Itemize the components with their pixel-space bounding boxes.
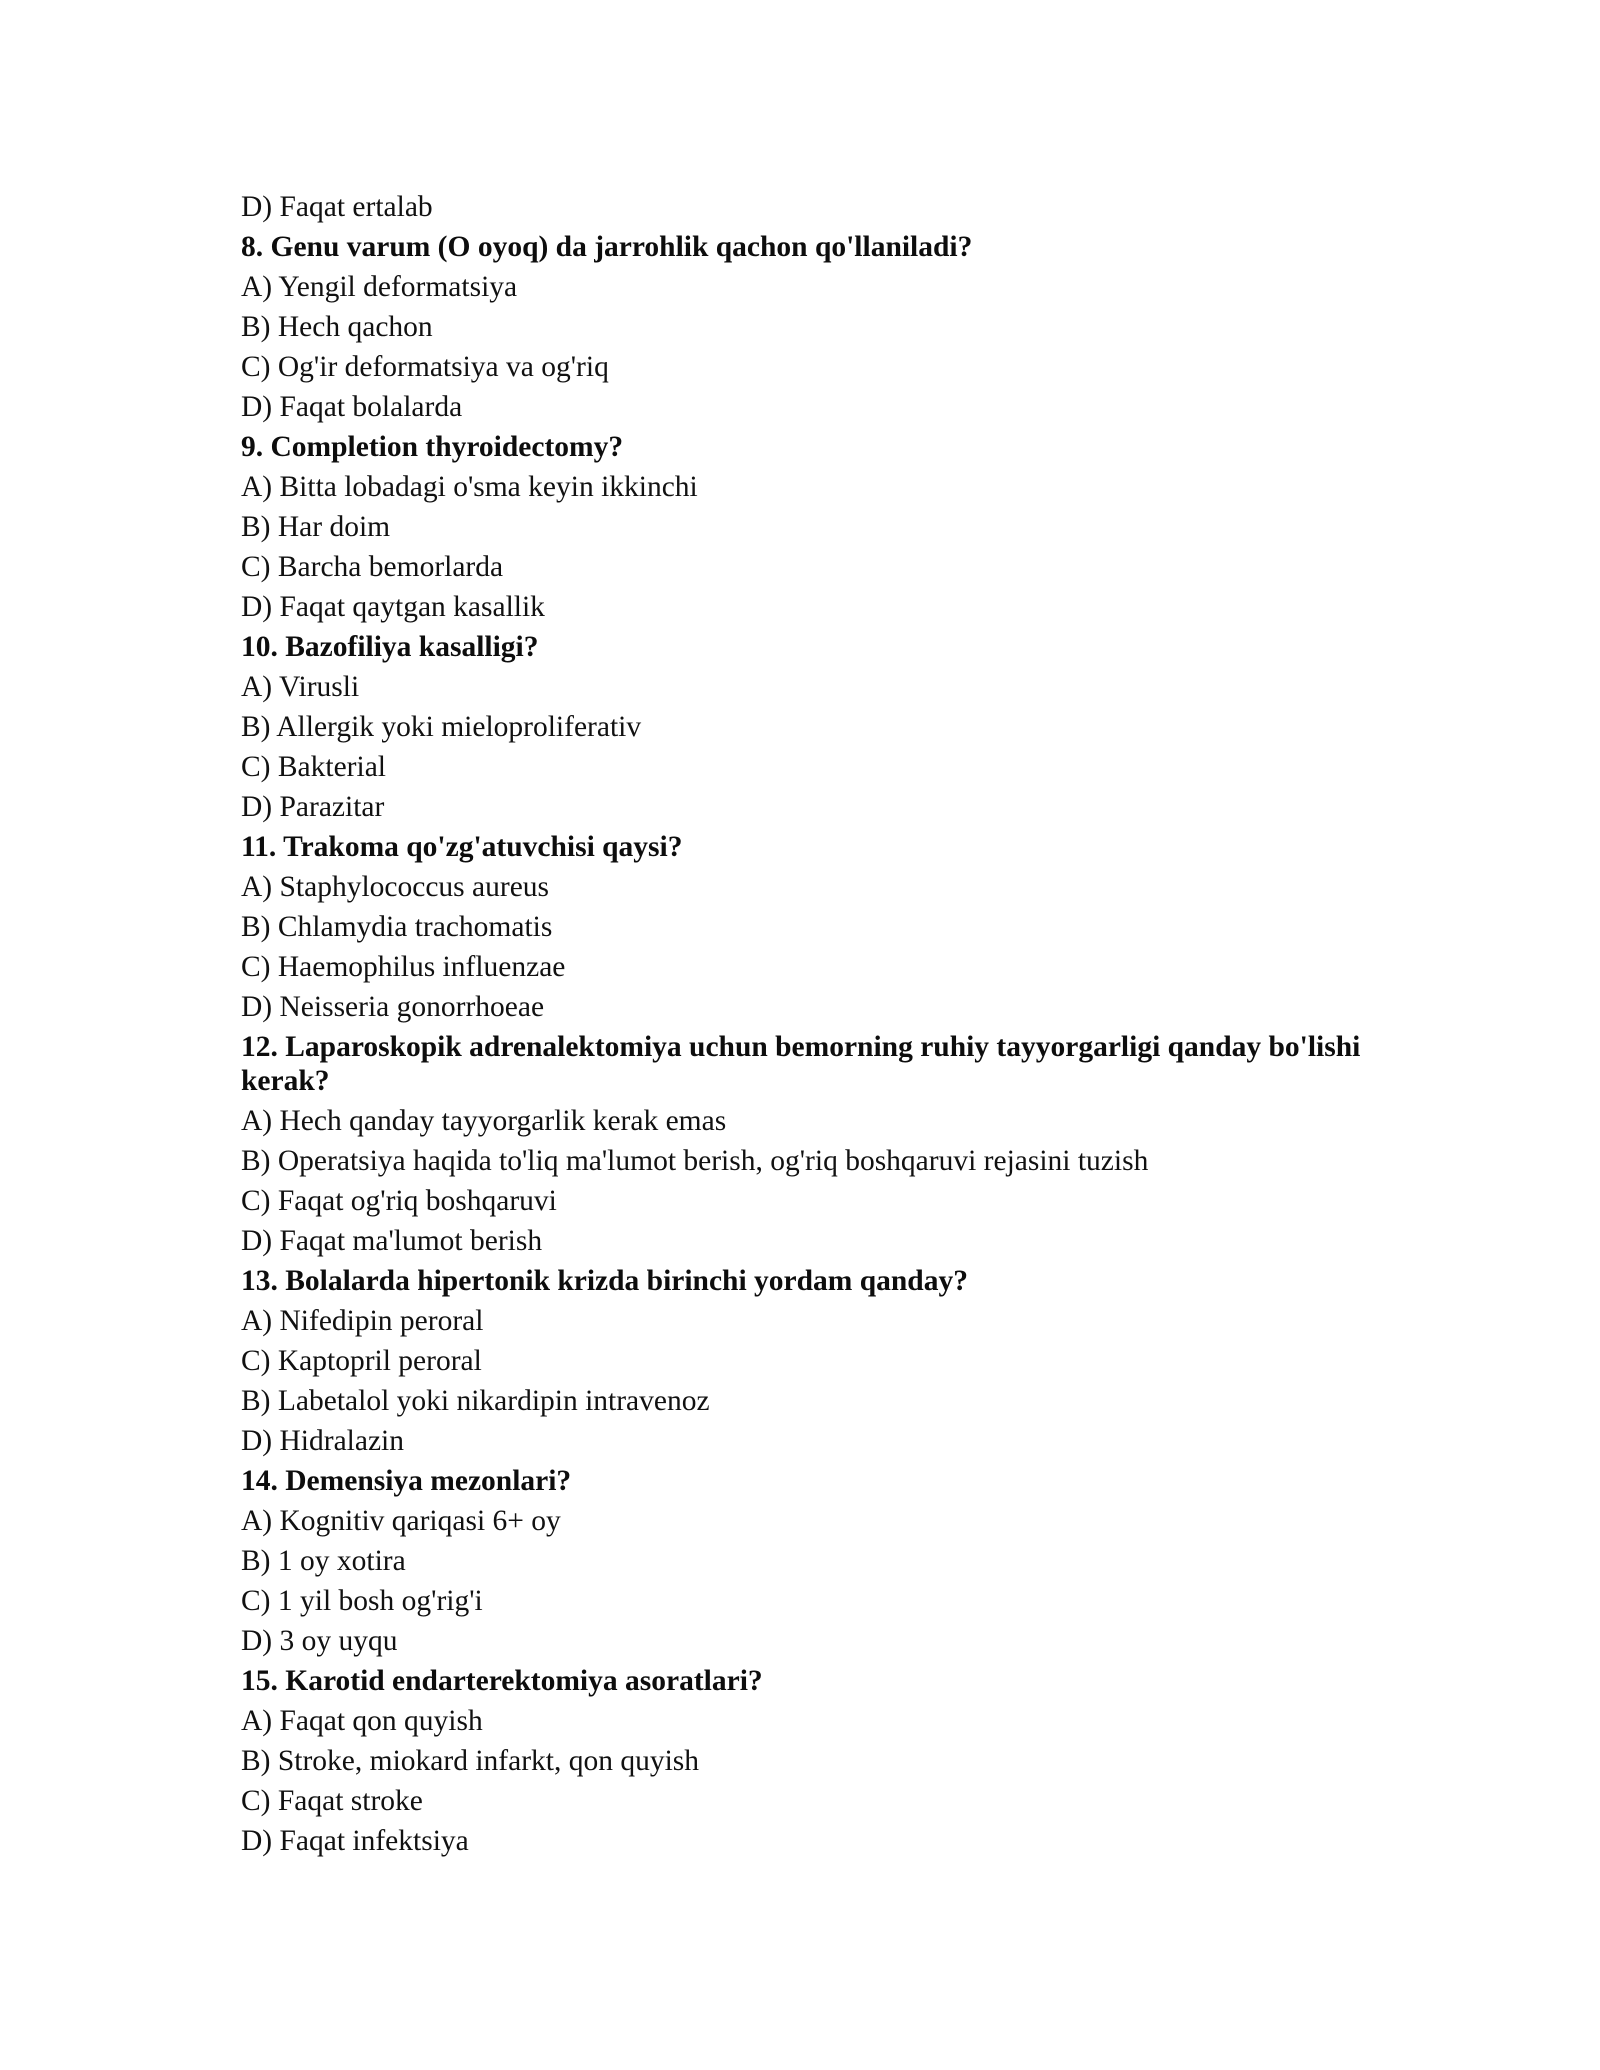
option-d: D) 3 oy uyqu (241, 1625, 398, 1657)
question-13 (241, 1261, 1361, 1461)
question-title: 8. Genu varum (O oyoq) da jarrohlik qachon qo'llaniladi? (241, 231, 973, 263)
option-b: B) Stroke, miokard infarkt, qon quyish (241, 1745, 700, 1777)
quiz-content (241, 187, 1361, 1861)
question-title: 12. Laparoskopik adrenalektomiya uchun bemorning ruhiy tayyorgarligi qanday bo'lishi kerak? (241, 1031, 1361, 1097)
option-a: A) Staphylococcus aureus (241, 871, 550, 903)
option-b: B) Labetalol yoki nikardipin intravenoz (241, 1385, 710, 1417)
question-9 (241, 427, 1361, 627)
option-a: A) Yengil deformatsiya (241, 271, 518, 303)
option-d: D) Faqat ma'lumot berish (241, 1225, 543, 1257)
option-a: A) Nifedipin peroral (241, 1305, 484, 1337)
option-d: D) Faqat bolalarda (241, 391, 463, 423)
question-12 (241, 1027, 1361, 1261)
question-title: 11. Trakoma qo'zg'atuvchisi qaysi? (241, 831, 683, 863)
question-title: 10. Bazofiliya kasalligi? (241, 631, 539, 663)
option-a: A) Virusli (241, 671, 360, 703)
option-c: C) Faqat og'riq boshqaruvi (241, 1185, 557, 1217)
option-d: D) Faqat qaytgan kasallik (241, 591, 545, 623)
option-a: A) Hech qanday tayyorgarlik kerak emas (241, 1105, 727, 1137)
option-b: B) Chlamydia trachomatis (241, 911, 553, 943)
option-b: B) Hech qachon (241, 311, 433, 343)
option-b: B) 1 oy xotira (241, 1545, 406, 1577)
option-c: C) Bakterial (241, 751, 386, 783)
question-title: 14. Demensiya mezonlari? (241, 1465, 572, 1497)
question-title: 13. Bolalarda hipertonik krizda birinchi yordam qanday? (241, 1265, 968, 1297)
option-a: A) Bitta lobadagi o'sma keyin ikkinchi (241, 471, 698, 503)
option-d-prev-question: D) Faqat ertalab (241, 191, 433, 223)
question-title: 9. Completion thyroidectomy? (241, 431, 624, 463)
option-c: C) Kaptopril peroral (241, 1345, 482, 1377)
option-d: D) Neisseria gonorrhoeae (241, 991, 545, 1023)
question-8 (241, 227, 1361, 427)
question-14 (241, 1461, 1361, 1661)
option-c: C) Haemophilus influenzae (241, 951, 566, 983)
question-title: 15. Karotid endarterektomiya asoratlari? (241, 1665, 763, 1697)
option-a: A) Faqat qon quyish (241, 1705, 483, 1737)
option-d: D) Hidralazin (241, 1425, 404, 1457)
option-b: B) Har doim (241, 511, 391, 543)
question-15 (241, 1661, 1361, 1861)
option-c: C) Barcha bemorlarda (241, 551, 504, 583)
option-a: A) Kognitiv qariqasi 6+ oy (241, 1505, 561, 1537)
question-11 (241, 827, 1361, 1027)
option-b: B) Allergik yoki mieloproliferativ (241, 711, 642, 743)
option-c: C) 1 yil bosh og'rig'i (241, 1585, 483, 1617)
option-d: D) Faqat infektsiya (241, 1825, 469, 1857)
option-c: C) Og'ir deformatsiya va og'riq (241, 351, 609, 383)
question-10 (241, 627, 1361, 827)
option-d: D) Parazitar (241, 791, 385, 823)
option-c: C) Faqat stroke (241, 1785, 423, 1817)
option-b: B) Operatsiya haqida to'liq ma'lumot berish, og'riq boshqaruvi rejasini tuzish (241, 1145, 1149, 1177)
